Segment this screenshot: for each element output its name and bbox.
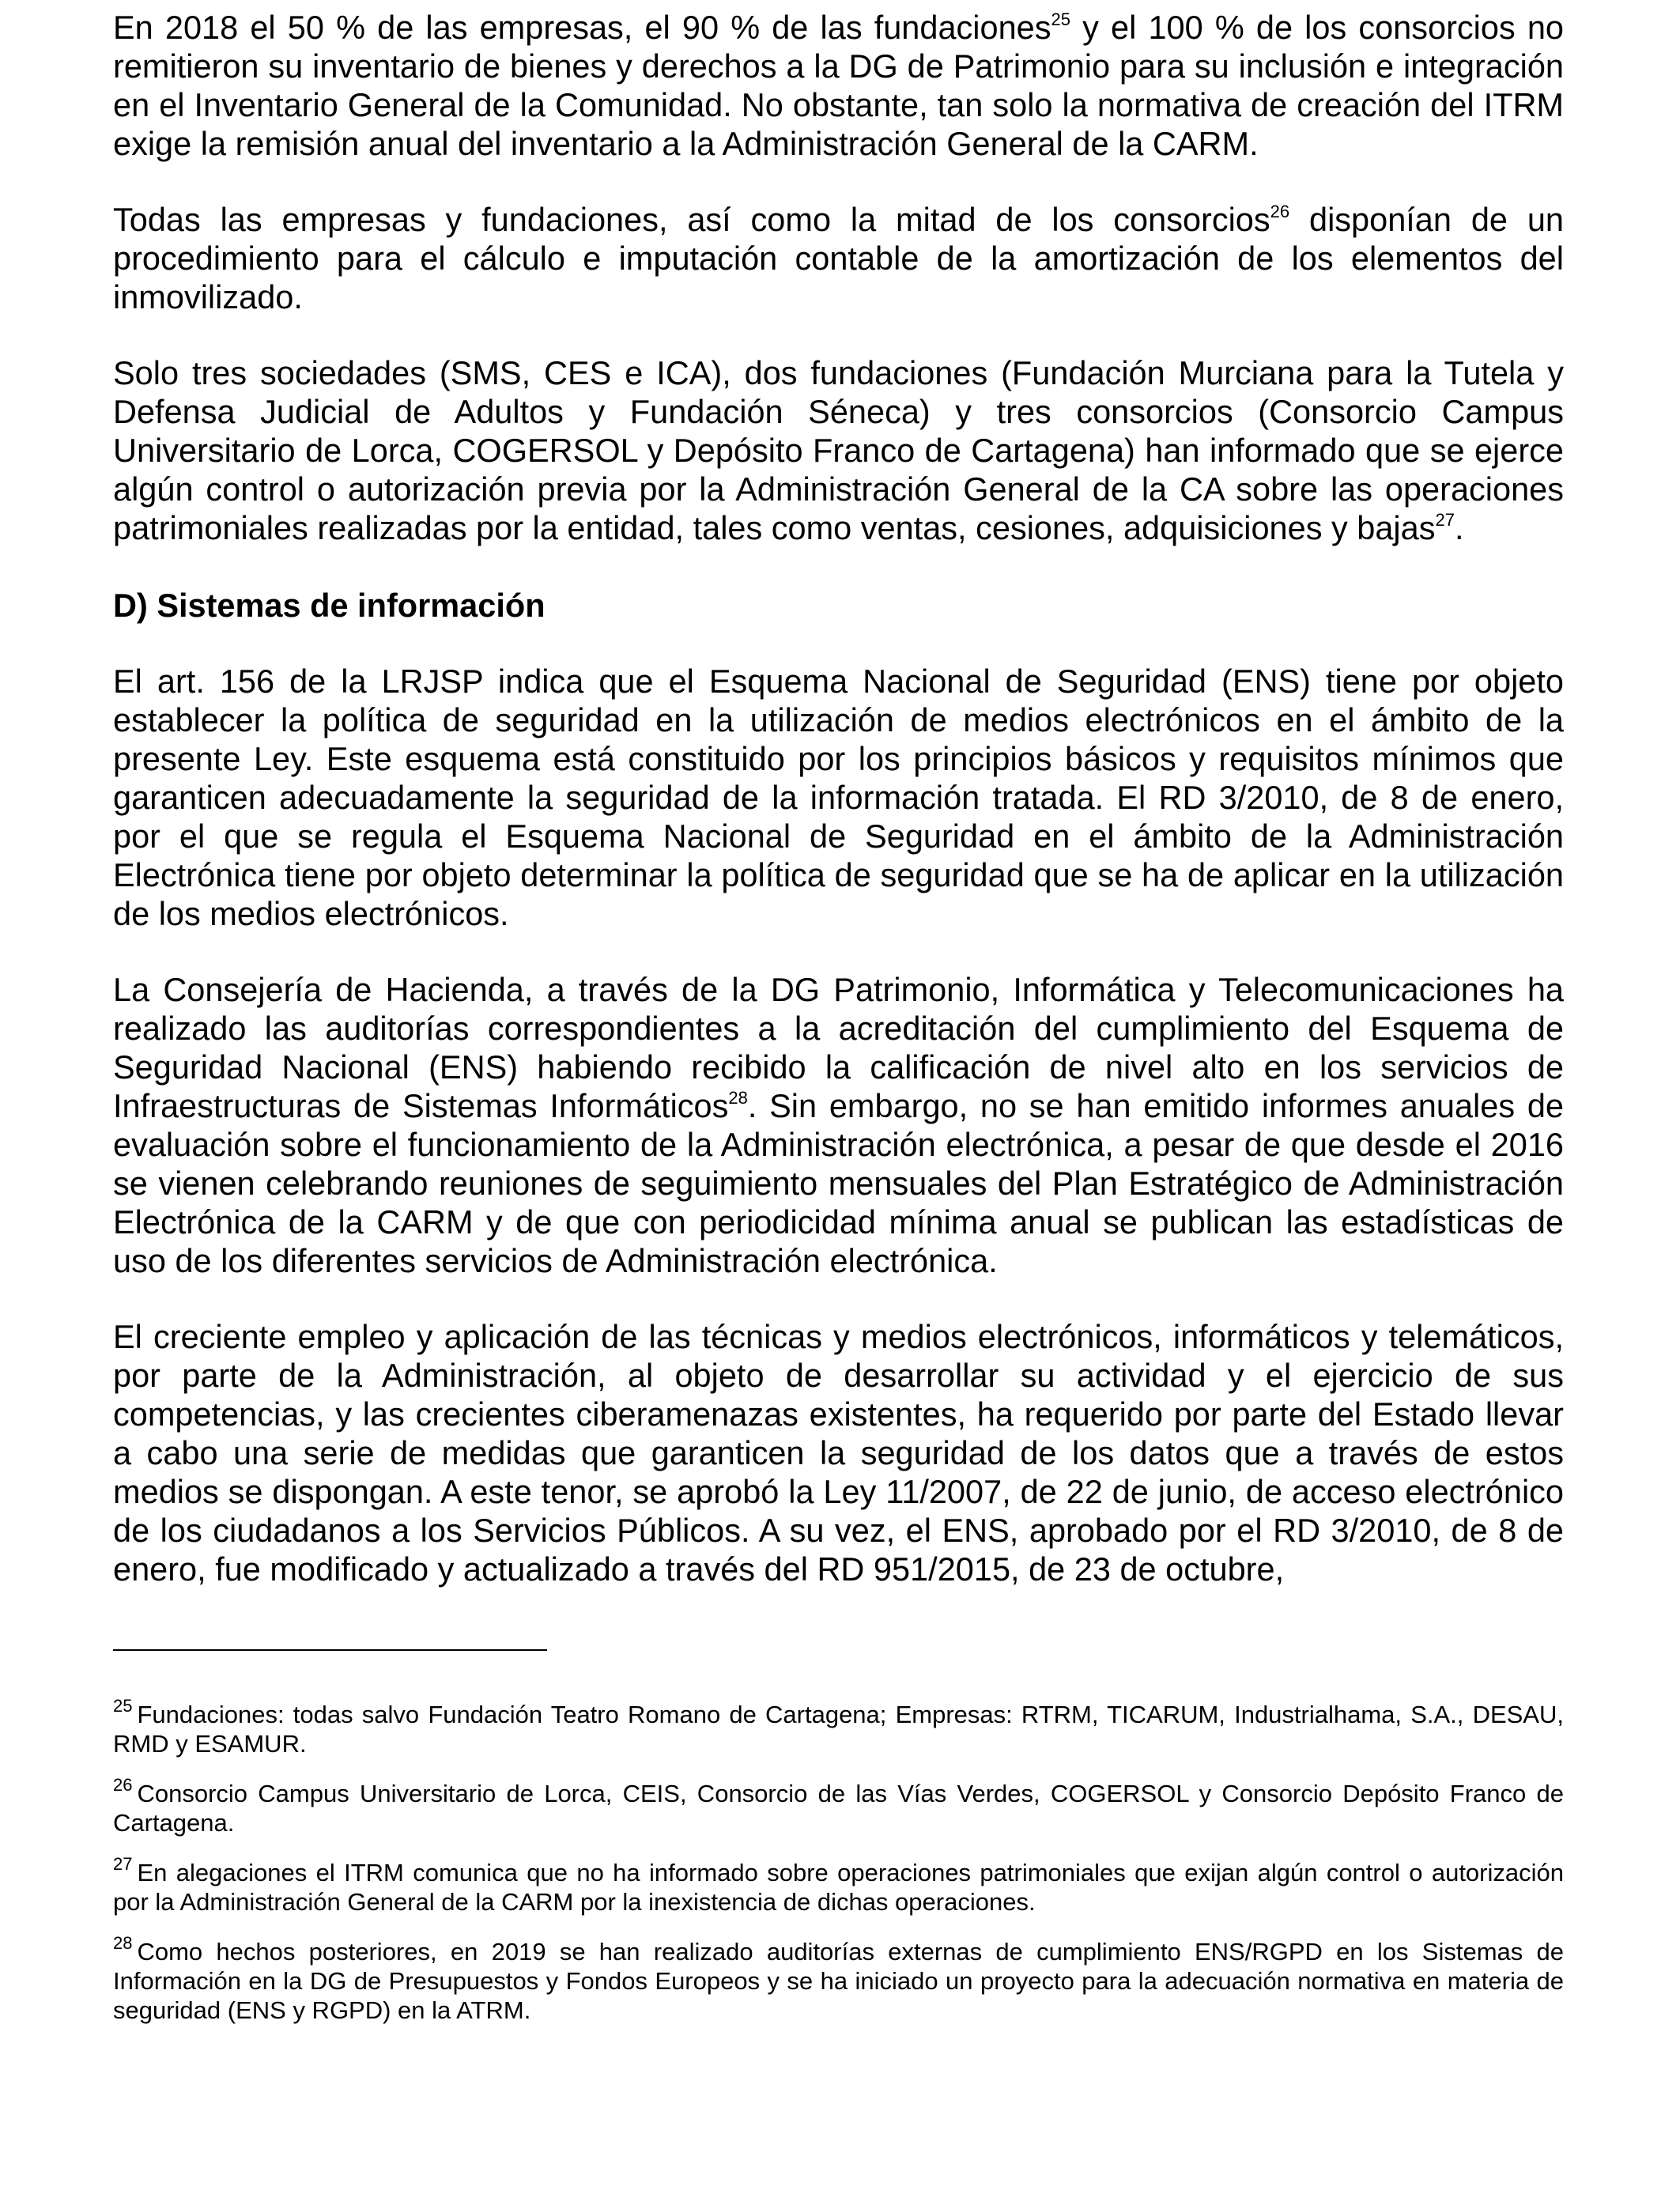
document-body xyxy=(113,8,1564,1626)
paragraph-text: El art. 156 de la LRJSP indica que el Esquema Nacional de Seguridad (ENS) tiene por objeto establecer la política de seguridad en la utilización de medios electrónicos en el ámbito de la presente Ley. Este esquema está constituido por los principios básicos y requisitos mínimos que garanticen adecuadamente la seguridad de la información tratada. El RD 3/2010, de 8 de enero, por el que se regula el Esquema Nacional de Seguridad en el ámbito de la Administración Electrónica tiene por objeto determinar la política de seguridad que se ha de aplicar en la utilización de los medios electrónicos. xyxy=(113,663,1564,932)
footnote-26 xyxy=(113,1775,1564,1837)
paragraph-text: . Sin embargo, no se han emitido informes anuales de evaluación sobre el funcionamiento de la Administración electrónica, a pesar de que desde el 2016 se vienen celebrando reuniones de seguimiento mensuales del Plan Estratégico de Administración Electrónica de la CARM y de que con periodicidad mínima anual se publican las estadísticas de uso de los diferentes servicios de Administración electrónica. xyxy=(113,1087,1565,1279)
paragraph-inventory xyxy=(113,8,1564,163)
section-heading: D) Sistemas de información xyxy=(113,587,546,624)
footnote-text: En alegaciones el ITRM comunica que no ha informado sobre operaciones patrimoniales que exijan algún control o autorización por la Administración General de la CARM por la inexistencia de dichas operaciones. xyxy=(113,1859,1564,1916)
paragraph-text: La Consejería de Hacienda, a través de la DG Patrimonio, Informática y Telecomunicaciones ha realizado las auditorías correspondientes a la acreditación del cumplimiento del Esquema de Seguridad Nacional (ENS) habiendo recibido la calificación de nivel alto en los servicios de Infraestructuras de Sistemas Informáticos xyxy=(113,971,1564,1124)
footnote-28 xyxy=(113,1933,1564,2025)
footnote-number: 25 xyxy=(113,1696,133,1716)
paragraph-audits xyxy=(113,970,1564,1280)
footnote-number: 27 xyxy=(113,1854,133,1874)
footnote-ref-25[interactable]: 25 xyxy=(1051,9,1070,29)
footnote-text: Consorcio Campus Universitario de Lorca, CEIS, Consorcio de las Vías Verdes, COGERSOL y Consorcio Depósito Franco de Cartagena. xyxy=(113,1780,1564,1837)
footnote-text: Fundaciones: todas salvo Fundación Teatro Romano de Cartagena; Empresas: RTRM, TICARUM, Industrialhama, S.A., DESAU, RMD y ESAMUR. xyxy=(113,1701,1564,1758)
footnote-separator xyxy=(113,1649,547,1651)
paragraph-text: disponían de un procedimiento para el cálculo e imputación contable de la amortización de los elementos del inmovilizado. xyxy=(113,201,1564,315)
paragraph-ens xyxy=(113,662,1564,933)
paragraph-electronic xyxy=(113,1317,1564,1588)
footnote-25 xyxy=(113,1696,1564,1758)
footnote-27 xyxy=(113,1854,1564,1916)
footnotes-section xyxy=(113,1696,1564,2045)
footnote-ref-26[interactable]: 26 xyxy=(1270,202,1290,221)
paragraph-text: En 2018 el 50 % de las empresas, el 90 % de las fundaciones xyxy=(113,9,1051,46)
footnote-number: 28 xyxy=(113,1933,133,1953)
footnote-ref-27[interactable]: 27 xyxy=(1435,510,1455,530)
paragraph-amortization xyxy=(113,200,1564,316)
paragraph-text: Todas las empresas y fundaciones, así como la mitad de los consorcios xyxy=(113,201,1270,238)
paragraph-text: . xyxy=(1454,509,1464,546)
footnote-ref-28[interactable]: 28 xyxy=(728,1088,748,1108)
paragraph-text: y el 100 % de los consorcios no remitieron su inventario de bienes y derechos a la DG de Patrimonio para su inclusión e integración en el Inventario General de la Comunidad. No obstante, tan solo la normativa de creación del ITRM exige la remisión anual del inventario a la Administración General de la CARM. xyxy=(113,9,1564,162)
paragraph-text: Solo tres sociedades (SMS, CES e ICA), dos fundaciones (Fundación Murciana para la Tutela y Defensa Judicial de Adultos y Fundación Séneca) y tres consorcios (Consorcio Campus Universitario de Lorca, COGERSOL y Depósito Franco de Cartagena) han informado que se ejerce algún control o autorización previa por la Administración General de la CA sobre las operaciones patrimoniales realizadas por la entidad, tales como ventas, cesiones, adquisiciones y bajas xyxy=(113,354,1564,546)
footnote-text: Como hechos posteriores, en 2019 se han realizado auditorías externas de cumplimiento ENS/RGPD en los Sistemas de Información en la DG de Presupuestos y Fondos Europeos y se ha iniciado un proyecto para la adecuación normativa en materia de seguridad (ENS y RGPD) en la ATRM. xyxy=(113,1938,1564,2024)
footnote-number: 26 xyxy=(113,1775,133,1795)
paragraph-text: El creciente empleo y aplicación de las técnicas y medios electrónicos, informáticos y telemáticos, por parte de la Administración, al objeto de desarrollar su actividad y el ejercicio de sus competencias, y las crecientes ciberamenazas existentes, ha requerido por parte del Estado llevar a cabo una serie de medidas que garanticen la seguridad de los datos que a través de estos medios se dispongan. A este tenor, se aprobó la Ley 11/2007, de 22 de junio, de acceso electrónico de los ciudadanos a los Servicios Públicos. A su vez, el ENS, aprobado por el RD 3/2010, de 8 de enero, fue modificado y actualizado a través del RD 951/2015, de 23 de octubre, xyxy=(113,1318,1564,1588)
paragraph-control xyxy=(113,353,1564,547)
